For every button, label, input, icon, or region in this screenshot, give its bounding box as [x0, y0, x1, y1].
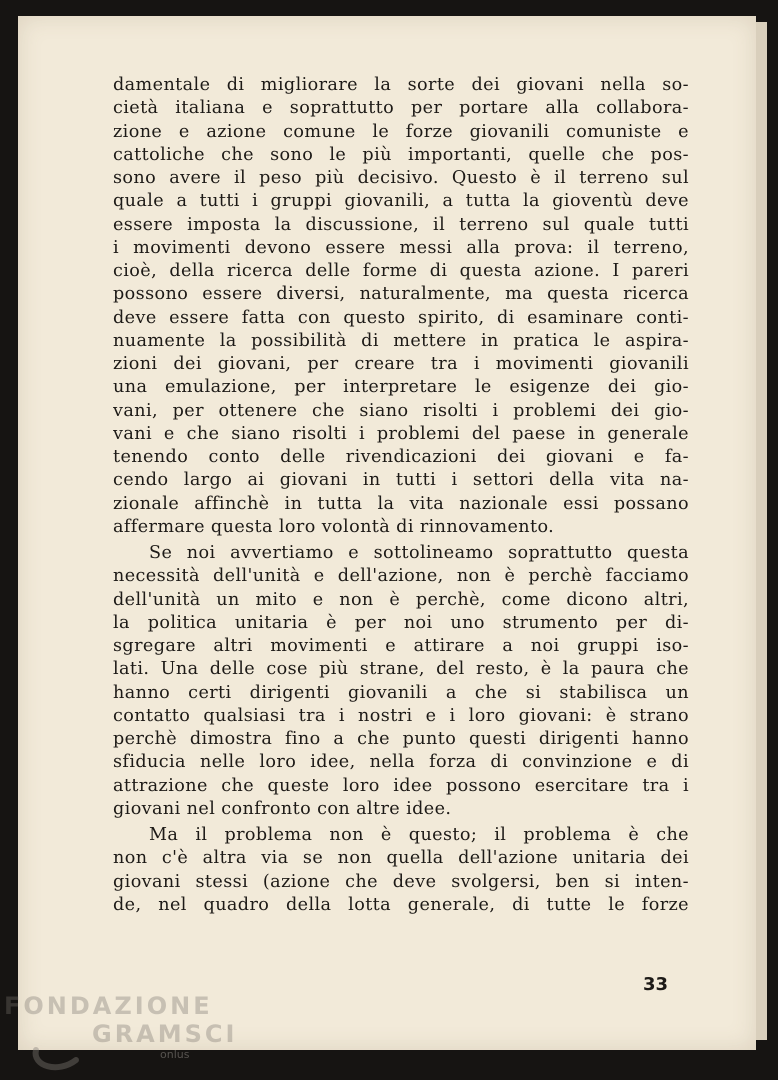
text-line: sgregare altri movimenti e attirare a noi gruppi iso- — [113, 636, 689, 656]
text-line: essere imposta la discussione, il terreno sul quale tutti — [113, 214, 689, 235]
text-line: la politica unitaria è per noi uno strumento per di- — [113, 612, 689, 633]
text-line: quale a tutti i gruppi giovanili, a tutta la gioventù deve — [113, 191, 689, 212]
text-line: Se noi avvertiamo e sottolineamo soprattutto questa — [149, 543, 689, 563]
text-line: zionale affinchè in tutta la vita nazionale essi possano — [113, 493, 689, 514]
text-line: contatto qualsiasi tra i nostri e i loro giovani: è strano — [113, 705, 689, 726]
text-line: zioni dei giovani, per creare tra i movimenti giovanili — [113, 354, 689, 374]
text-line: i movimenti devono essere messi alla prova: il terreno, — [113, 237, 689, 258]
page-number: 33 — [643, 974, 669, 995]
text-line: sfiducia nelle loro idee, nella forza di convinzione e di — [113, 752, 689, 773]
text-line: vani, per ottenere che siano risolti i problemi dei gio- — [113, 400, 689, 421]
text-line: deve essere fatta con questo spirito, di esaminare conti- — [113, 307, 689, 328]
text-line: giovani stessi (azione che deve svolgersi, ben si inten- — [113, 871, 689, 892]
watermark-swoosh-icon — [28, 1020, 88, 1076]
book-page — [18, 16, 756, 1050]
text-line: perchè dimostra fino a che punto questi dirigenti hanno — [113, 729, 689, 749]
text-line: vani e che siano risolti i problemi del paese in generale — [113, 423, 689, 444]
text-line: non c'è altra via se non quella dell'azione unitaria dei — [113, 848, 689, 869]
text-line: possono essere diversi, naturalmente, ma questa ricerca — [113, 284, 689, 305]
text-line: giovani nel confronto con altre idee. — [113, 798, 452, 819]
text-line: cattoliche che sono le più importanti, quelle che pos- — [113, 144, 689, 165]
text-line: lati. Una delle cose più strane, del resto, è la paura che — [113, 659, 689, 680]
text-line: Ma il problema non è questo; il problema è che — [149, 825, 689, 845]
watermark-subtitle: onlus — [160, 1048, 190, 1061]
text-line: attrazione che queste loro idee possono esercitare tra i — [113, 775, 689, 796]
text-line: damentale di migliorare la sorte dei giovani nella so- — [113, 75, 689, 95]
text-line: de, nel quadro della lotta generale, di tutte le forze — [113, 894, 689, 915]
text-line: cietà italiana e soprattutto per portare alla collabora- — [113, 98, 689, 119]
text-line: affermare questa loro volontà di rinnovamento. — [113, 516, 555, 537]
text-line: dell'unità un mito e non è perchè, come dicono altri, — [113, 589, 689, 610]
text-line: sono avere il peso più decisivo. Questo è il terreno sul — [113, 168, 689, 188]
text-line: hanno certi dirigenti giovanili a che si stabilisca un — [113, 682, 689, 703]
text-line: una emulazione, per interpretare le esigenze dei gio- — [113, 377, 689, 398]
watermark-logo — [0, 992, 260, 1080]
body-text — [113, 74, 689, 917]
watermark-line-1: FONDAZIONE — [4, 992, 213, 1020]
text-line: cendo largo ai giovani in tutti i settori della vita na- — [113, 470, 689, 491]
text-line: nuamente la possibilità di mettere in pratica le aspira- — [113, 330, 689, 351]
text-line: cioè, della ricerca delle forme di questa azione. I pareri — [113, 261, 689, 281]
text-line: tenendo conto delle rivendicazioni dei giovani e fa- — [113, 447, 689, 467]
watermark-line-2: GRAMSCI — [92, 1020, 238, 1048]
text-line: zione e azione comune le forze giovanili comuniste e — [113, 121, 689, 142]
text-line: necessità dell'unità e dell'azione, non è perchè facciamo — [113, 566, 689, 587]
